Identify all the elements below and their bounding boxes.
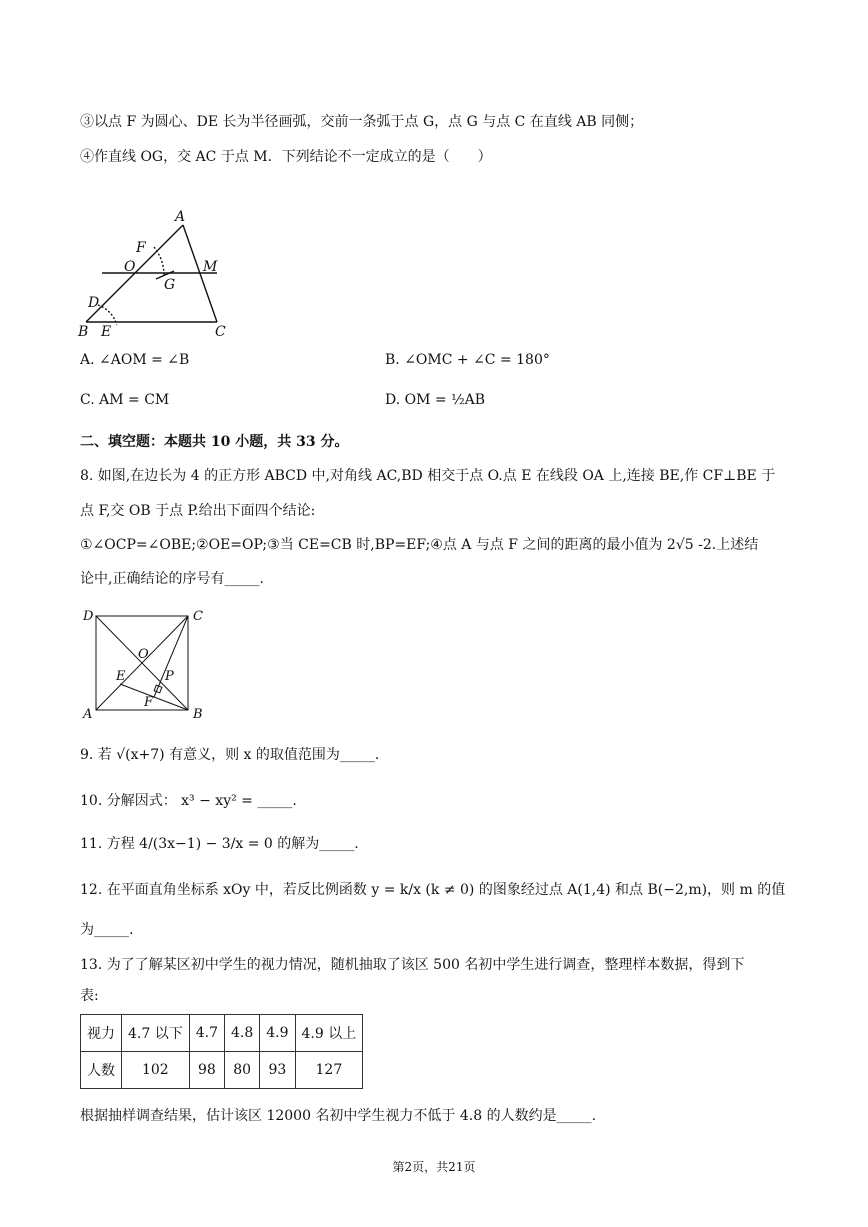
q7-option-b: B. ∠OMC + ∠C = 180°	[385, 352, 550, 368]
table-cell: 127	[295, 1052, 363, 1089]
q8-line4: 论中,正确结论的序号有_____.	[80, 571, 264, 587]
q7-option-c: C. AM = CM	[80, 392, 170, 408]
q13-line3: 根据抽样调查结果，估计该区 12000 名初中学生视力不低于 4.8 的人数约是_____.	[80, 1108, 597, 1124]
table-row	[81, 1052, 363, 1089]
fig8-label-D: D	[83, 609, 94, 624]
q7-figure	[72, 205, 242, 340]
table-cell: 4.7	[189, 1015, 224, 1052]
fig7-label-F: F	[136, 240, 146, 256]
q7-option-d: D. OM = ½AB	[385, 392, 486, 408]
fig7-label-O: O	[124, 259, 136, 275]
table-cell: 4.7 以下	[122, 1015, 190, 1052]
fig8-label-P: P	[165, 669, 174, 684]
q8-figure	[80, 602, 210, 724]
fig7-label-M: M	[203, 259, 218, 275]
table-cell: 视力	[81, 1015, 122, 1052]
q13-line1: 13. 为了了解某区初中学生的视力情况，随机抽取了该区 500 名初中学生进行调查，整理样本数据，得到下	[80, 957, 745, 973]
fig8-label-B: B	[193, 707, 203, 722]
q10: 10. 分解因式： x³ − xy² = _____.	[80, 793, 297, 809]
table-cell: 4.9	[260, 1015, 295, 1052]
fig7-label-D: D	[88, 295, 100, 311]
q9: 9. 若 √(x+7) 有意义，则 x 的取值范围为_____.	[80, 747, 380, 763]
q13-line2: 表:	[80, 988, 99, 1004]
section-heading: 二、填空题：本题共 10 小题，共 33 分。	[80, 434, 349, 450]
table-cell: 人数	[81, 1052, 122, 1089]
page-footer: 第2页，共21页	[392, 1160, 476, 1174]
table-row	[81, 1015, 363, 1052]
q7-step4: ④作直线 OG，交 AC 于点 M．下列结论不一定成立的是（ ）	[80, 149, 492, 165]
q7-step3: ③以点 F 为圆心、DE 长为半径画弧，交前一条弧于点 G，点 G 与点 C 在直线 AB 同侧；	[80, 114, 644, 130]
table-cell: 80	[224, 1052, 259, 1089]
fig8-label-C: C	[193, 609, 203, 624]
q8-line2: 点 F,交 OB 于点 P.给出下面四个结论:	[80, 503, 316, 519]
q8-line1: 8. 如图,在边长为 4 的正方形 ABCD 中,对角线 AC,BD 相交于点 O.点 E 在线段 OA 上,连接 BE,作 CF⊥BE 于	[80, 468, 776, 484]
table-cell: 98	[189, 1052, 224, 1089]
vision-table	[80, 1014, 363, 1089]
table-cell: 102	[122, 1052, 190, 1089]
fig7-label-C: C	[215, 324, 226, 340]
q12-line2: 为_____.	[80, 922, 134, 938]
table-cell: 4.9 以上	[295, 1015, 363, 1052]
fig8-label-E: E	[116, 669, 126, 684]
table-cell: 93	[260, 1052, 295, 1089]
q8-line3: ①∠OCP=∠OBE;②OE=OP;③当 CE=CB 时,BP=EF;④点 A 与点 F 之间的距离的最小值为 2√5 -2.上述结	[80, 537, 759, 553]
fig8-label-A: A	[83, 707, 93, 722]
q12-line1: 12. 在平面直角坐标系 xOy 中，若反比例函数 y = k/x (k ≠ 0) 的图象经过点 A(1,4) 和点 B(−2,m)，则 m 的值	[80, 882, 786, 898]
fig8-label-F: F	[144, 695, 154, 710]
q7-option-a: A. ∠AOM = ∠B	[80, 352, 190, 368]
fig7-label-B: B	[78, 324, 89, 340]
fig7-label-A: A	[175, 209, 186, 225]
fig8-label-O: O	[138, 647, 149, 662]
q11: 11. 方程 4/(3x−1) − 3/x = 0 的解为_____.	[80, 836, 359, 852]
fig7-label-G: G	[164, 277, 176, 293]
fig7-label-E: E	[101, 324, 112, 340]
table-cell: 4.8	[224, 1015, 259, 1052]
